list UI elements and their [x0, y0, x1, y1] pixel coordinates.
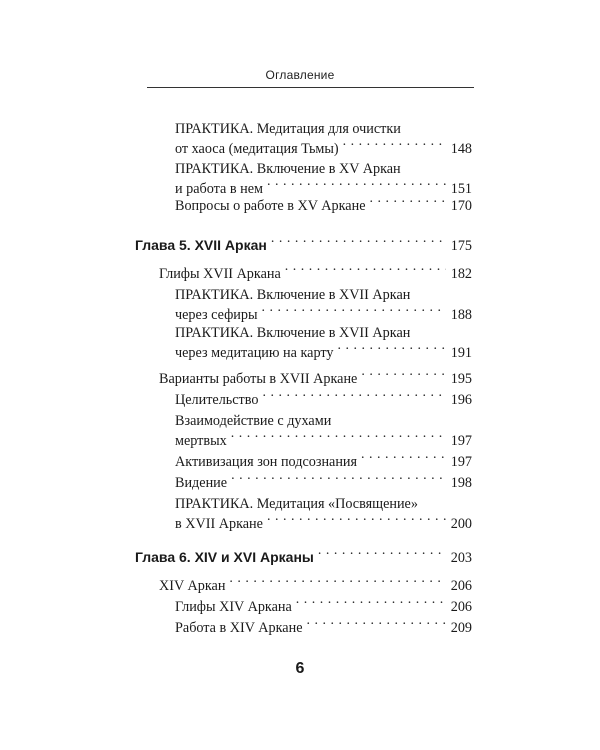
toc-entry-title: Глава 6. XIV и XVI Арканы — [135, 549, 314, 565]
toc-entry-title: ПРАКТИКА. Включение в XV Аркан — [175, 161, 401, 177]
toc-page-number: 198 — [450, 475, 472, 492]
toc-entry[interactable] — [175, 452, 472, 472]
toc-entry-title: Активизация зон подсознания — [175, 454, 358, 471]
toc-entry[interactable] — [175, 159, 472, 199]
toc-page-number: 200 — [450, 516, 472, 533]
toc-page-number: 206 — [450, 578, 472, 595]
toc-entry-title: Глава 5. XVII Аркан — [135, 237, 267, 253]
toc-entry[interactable] — [175, 618, 472, 638]
toc-entry-title: ПРАКТИКА. Включение в XVII Аркан — [175, 287, 411, 303]
dot-leader — [271, 236, 446, 250]
toc-entry-title: мертвых — [175, 433, 227, 450]
dot-leader — [337, 343, 446, 357]
toc-page-number: 197 — [450, 433, 472, 450]
toc-entry-title: XIV Аркан — [159, 578, 226, 595]
dot-leader — [231, 431, 446, 445]
toc-entry-title: Глифы XVII Аркана — [159, 266, 281, 283]
toc-entry-title: Работа в XIV Аркане — [175, 620, 303, 637]
toc-entry[interactable] — [175, 323, 472, 363]
toc-page-number: 170 — [450, 198, 472, 215]
dot-leader — [307, 618, 447, 632]
dot-leader — [370, 196, 447, 210]
toc-entry-title: в XVII Аркане — [175, 516, 263, 533]
dot-leader — [296, 597, 446, 611]
toc-entry-title: через сефиры — [175, 307, 258, 324]
toc-entry[interactable] — [175, 473, 472, 493]
dot-leader — [285, 264, 446, 278]
toc-entry-title: Вопросы о работе в XV Аркане — [175, 198, 366, 215]
toc-page-number: 209 — [450, 620, 472, 637]
toc-entry[interactable] — [175, 494, 472, 534]
toc-entry-title: ПРАКТИКА. Медитация для очистки — [175, 121, 401, 137]
toc-entry[interactable] — [159, 264, 472, 284]
toc-entry-title: и работа в нем — [175, 181, 263, 198]
page-number: 6 — [295, 660, 305, 677]
dot-leader — [262, 390, 446, 404]
toc-entry[interactable] — [175, 285, 472, 325]
toc-entry-title: Глифы XIV Аркана — [175, 599, 292, 616]
dot-leader — [262, 305, 447, 319]
toc-page-number: 203 — [450, 550, 472, 566]
toc-chapter-entry[interactable] — [135, 547, 472, 568]
toc-entry-title: ПРАКТИКА. Медитация «Посвящение» — [175, 496, 418, 512]
toc-entry[interactable] — [159, 369, 472, 389]
dot-leader — [231, 473, 446, 487]
toc-page-number: 195 — [450, 371, 472, 388]
dot-leader — [267, 514, 446, 528]
toc-page-number: 197 — [450, 454, 472, 471]
toc-entry[interactable] — [175, 196, 472, 216]
toc-entry-title: Видение — [175, 475, 228, 492]
toc-entry[interactable] — [175, 390, 472, 410]
toc-page-number: 148 — [450, 141, 472, 158]
toc-entry-title: от хаоса (медитация Тьмы) — [175, 141, 339, 158]
toc-page-number: 196 — [450, 392, 472, 409]
toc-entry[interactable] — [175, 597, 472, 617]
dot-leader — [361, 452, 446, 466]
dot-leader — [361, 369, 446, 383]
toc-page-number: 175 — [450, 238, 472, 254]
toc-entry-title: ПРАКТИКА. Включение в XVII Аркан — [175, 325, 411, 341]
toc-entry[interactable] — [175, 119, 472, 159]
running-header: Оглавление — [265, 68, 335, 82]
toc-chapter-entry[interactable] — [135, 235, 472, 256]
toc-entry[interactable] — [159, 576, 472, 596]
dot-leader — [343, 139, 446, 153]
toc-page-number: 151 — [450, 181, 472, 198]
dot-leader — [267, 179, 446, 193]
dot-leader — [229, 576, 446, 590]
toc-page-number: 191 — [450, 345, 472, 362]
toc-entry-title: Взаимодействие с духами — [175, 413, 332, 429]
toc-page-number: 188 — [450, 307, 472, 324]
toc-page-number: 206 — [450, 599, 472, 616]
toc-entry-title: Варианты работы в XVII Аркане — [159, 371, 358, 388]
toc-entry-title: через медитацию на карту — [175, 345, 334, 362]
toc-page-number: 182 — [450, 266, 472, 283]
dot-leader — [318, 548, 446, 562]
toc-entry[interactable] — [175, 411, 472, 451]
toc-entry-title: Целительство — [175, 392, 259, 409]
